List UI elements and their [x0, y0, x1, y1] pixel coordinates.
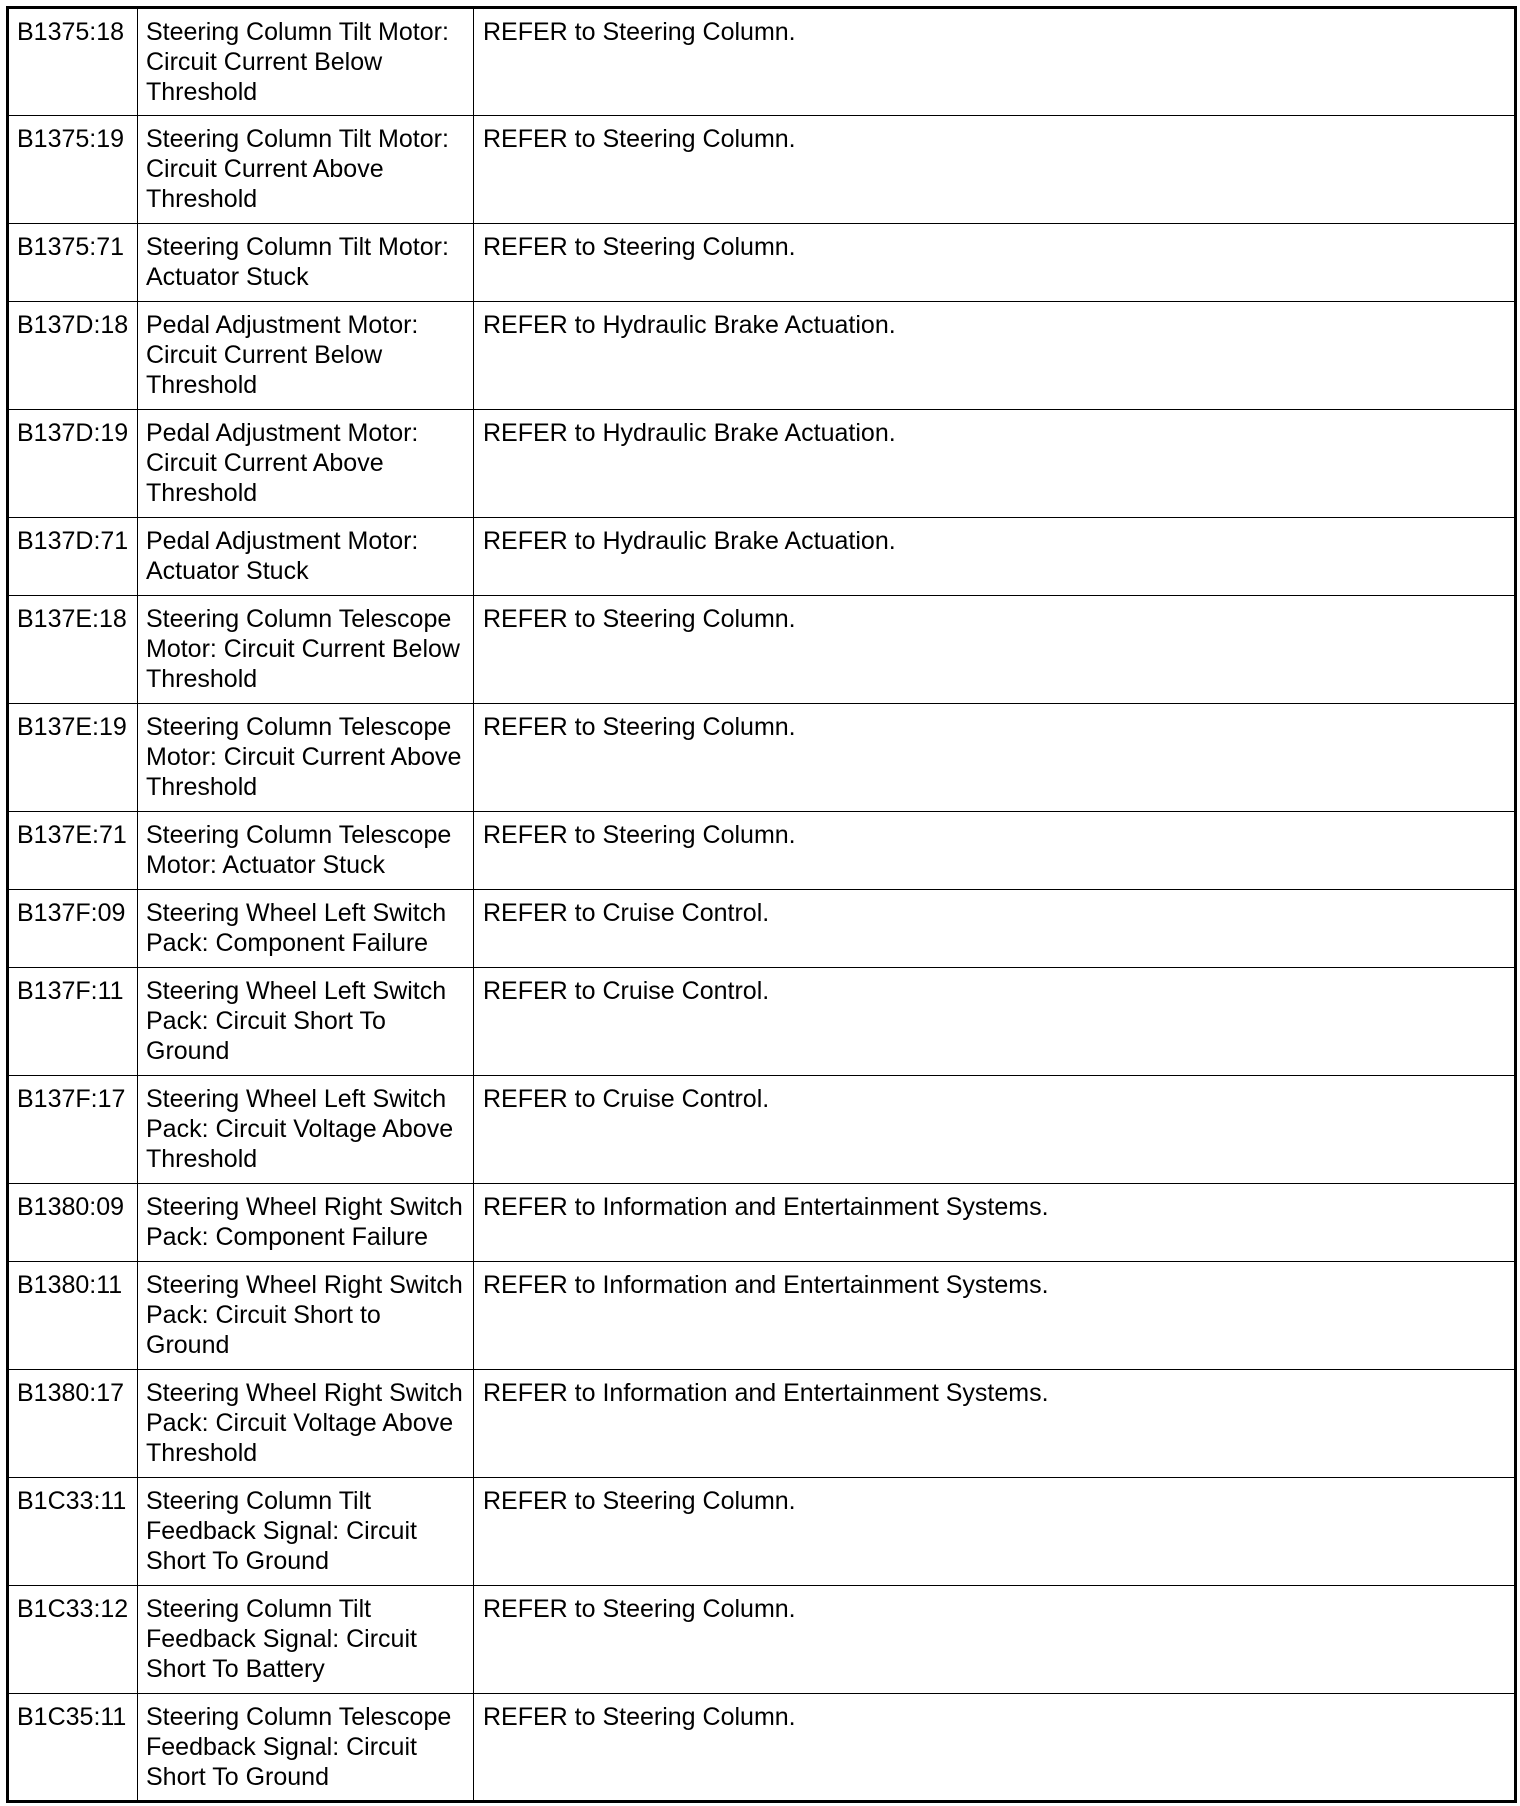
dtc-action: REFER to Hydraulic Brake Actuation.	[474, 410, 1516, 518]
table-row	[8, 1076, 1516, 1184]
table-row	[8, 812, 1516, 890]
dtc-action: REFER to Cruise Control.	[474, 890, 1516, 968]
table-row	[8, 8, 1516, 116]
dtc-code: B1C33:11	[8, 1478, 138, 1586]
table-row	[8, 1694, 1516, 1802]
table-row	[8, 224, 1516, 302]
table-row	[8, 1262, 1516, 1370]
dtc-code: B1380:09	[8, 1184, 138, 1262]
dtc-action: REFER to Steering Column.	[474, 812, 1516, 890]
dtc-code: B137D:71	[8, 518, 138, 596]
table-row	[8, 596, 1516, 704]
dtc-action: REFER to Steering Column.	[474, 1586, 1516, 1694]
table-row	[8, 410, 1516, 518]
dtc-description: Pedal Adjustment Motor: Circuit Current Above Threshold	[138, 410, 474, 518]
dtc-code: B137F:09	[8, 890, 138, 968]
dtc-code: B1375:18	[8, 8, 138, 116]
dtc-description: Steering Column Telescope Motor: Actuator Stuck	[138, 812, 474, 890]
dtc-action: REFER to Cruise Control.	[474, 968, 1516, 1076]
dtc-description: Steering Wheel Left Switch Pack: Circuit Voltage Above Threshold	[138, 1076, 474, 1184]
dtc-action: REFER to Hydraulic Brake Actuation.	[474, 302, 1516, 410]
dtc-code: B1C33:12	[8, 1586, 138, 1694]
table-row	[8, 302, 1516, 410]
dtc-action: REFER to Steering Column.	[474, 224, 1516, 302]
table-row	[8, 518, 1516, 596]
dtc-code: B137D:18	[8, 302, 138, 410]
dtc-description: Steering Wheel Left Switch Pack: Circuit Short To Ground	[138, 968, 474, 1076]
dtc-code: B1380:17	[8, 1370, 138, 1478]
dtc-description: Steering Wheel Right Switch Pack: Circuit Voltage Above Threshold	[138, 1370, 474, 1478]
dtc-code: B137D:19	[8, 410, 138, 518]
table-row	[8, 116, 1516, 224]
table-row	[8, 1478, 1516, 1586]
dtc-description: Steering Column Telescope Feedback Signal: Circuit Short To Ground	[138, 1694, 474, 1802]
dtc-action: REFER to Cruise Control.	[474, 1076, 1516, 1184]
dtc-description: Steering Column Tilt Feedback Signal: Circuit Short To Battery	[138, 1586, 474, 1694]
dtc-description: Steering Wheel Right Switch Pack: Component Failure	[138, 1184, 474, 1262]
dtc-description: Steering Column Telescope Motor: Circuit Current Below Threshold	[138, 596, 474, 704]
dtc-description: Steering Wheel Left Switch Pack: Component Failure	[138, 890, 474, 968]
dtc-code: B137E:19	[8, 704, 138, 812]
dtc-description: Steering Column Tilt Motor: Circuit Current Above Threshold	[138, 116, 474, 224]
table-row	[8, 1184, 1516, 1262]
dtc-action: REFER to Steering Column.	[474, 704, 1516, 812]
dtc-code: B137F:17	[8, 1076, 138, 1184]
dtc-action: REFER to Information and Entertainment Systems.	[474, 1184, 1516, 1262]
dtc-code: B137E:18	[8, 596, 138, 704]
dtc-description: Steering Column Tilt Motor: Actuator Stuck	[138, 224, 474, 302]
dtc-code: B1380:11	[8, 1262, 138, 1370]
dtc-code: B137E:71	[8, 812, 138, 890]
dtc-description: Pedal Adjustment Motor: Actuator Stuck	[138, 518, 474, 596]
dtc-table	[6, 6, 1517, 1803]
table-row	[8, 890, 1516, 968]
dtc-code: B1375:19	[8, 116, 138, 224]
table-row	[8, 968, 1516, 1076]
table-row	[8, 1586, 1516, 1694]
dtc-action: REFER to Information and Entertainment Systems.	[474, 1370, 1516, 1478]
dtc-description: Steering Wheel Right Switch Pack: Circuit Short to Ground	[138, 1262, 474, 1370]
dtc-description: Steering Column Tilt Feedback Signal: Circuit Short To Ground	[138, 1478, 474, 1586]
table-row	[8, 704, 1516, 812]
dtc-description: Steering Column Tilt Motor: Circuit Current Below Threshold	[138, 8, 474, 116]
table-row	[8, 1370, 1516, 1478]
dtc-action: REFER to Hydraulic Brake Actuation.	[474, 518, 1516, 596]
dtc-action: REFER to Steering Column.	[474, 8, 1516, 116]
dtc-code: B137F:11	[8, 968, 138, 1076]
dtc-table-body	[8, 8, 1516, 1802]
dtc-action: REFER to Steering Column.	[474, 596, 1516, 704]
dtc-action: REFER to Information and Entertainment Systems.	[474, 1262, 1516, 1370]
dtc-action: REFER to Steering Column.	[474, 116, 1516, 224]
dtc-code: B1C35:11	[8, 1694, 138, 1802]
dtc-description: Pedal Adjustment Motor: Circuit Current Below Threshold	[138, 302, 474, 410]
dtc-code: B1375:71	[8, 224, 138, 302]
dtc-action: REFER to Steering Column.	[474, 1694, 1516, 1802]
dtc-description: Steering Column Telescope Motor: Circuit Current Above Threshold	[138, 704, 474, 812]
dtc-action: REFER to Steering Column.	[474, 1478, 1516, 1586]
